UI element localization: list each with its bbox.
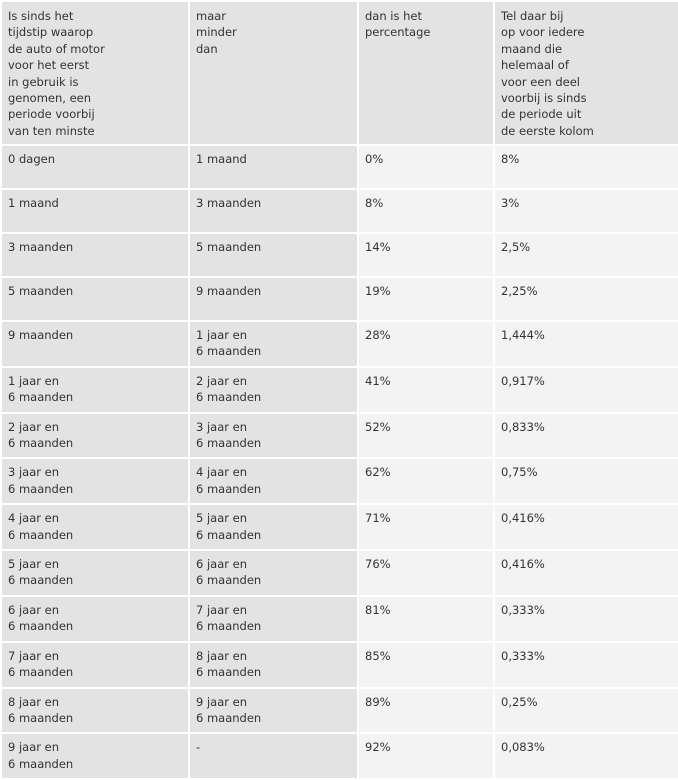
table-row bbox=[1, 413, 678, 459]
cell-monthly-addition: 0,333% bbox=[494, 596, 678, 642]
table-row bbox=[1, 367, 678, 413]
cell-monthly-addition: 0,833% bbox=[494, 413, 678, 459]
cell-percentage: 92% bbox=[358, 733, 494, 779]
cell-percentage: 76% bbox=[358, 550, 494, 596]
table-row bbox=[1, 145, 678, 189]
cell-monthly-addition: 0,416% bbox=[494, 504, 678, 550]
cell-percentage: 0% bbox=[358, 145, 494, 189]
cell-period-from: 4 jaar en 6 maanden bbox=[1, 504, 189, 550]
cell-period-from: 1 jaar en 6 maanden bbox=[1, 367, 189, 413]
cell-period-to: 9 maanden bbox=[189, 277, 358, 321]
cell-percentage: 71% bbox=[358, 504, 494, 550]
cell-percentage: 52% bbox=[358, 413, 494, 459]
cell-period-to: 6 jaar en 6 maanden bbox=[189, 550, 358, 596]
header-row bbox=[1, 1, 678, 145]
cell-period-from: 0 dagen bbox=[1, 145, 189, 189]
cell-period-from: 2 jaar en 6 maanden bbox=[1, 413, 189, 459]
cell-percentage: 41% bbox=[358, 367, 494, 413]
cell-monthly-addition: 0,75% bbox=[494, 458, 678, 504]
cell-period-from: 3 maanden bbox=[1, 233, 189, 277]
cell-period-from: 9 jaar en 6 maanden bbox=[1, 733, 189, 779]
cell-percentage: 85% bbox=[358, 642, 494, 688]
table-row bbox=[1, 688, 678, 734]
cell-monthly-addition: 3% bbox=[494, 189, 678, 233]
cell-period-from: 3 jaar en 6 maanden bbox=[1, 458, 189, 504]
cell-monthly-addition: 0,917% bbox=[494, 367, 678, 413]
cell-period-to: 9 jaar en 6 maanden bbox=[189, 688, 358, 734]
cell-period-from: 8 jaar en 6 maanden bbox=[1, 688, 189, 734]
cell-period-to: - bbox=[189, 733, 358, 779]
cell-monthly-addition: 0,333% bbox=[494, 642, 678, 688]
table-row bbox=[1, 642, 678, 688]
cell-period-to: 1 maand bbox=[189, 145, 358, 189]
cell-monthly-addition: 1,444% bbox=[494, 321, 678, 367]
cell-monthly-addition: 2,5% bbox=[494, 233, 678, 277]
header-period-from: Is sinds het tijdstip waarop de auto of motor voor het eerst in gebruik is genomen, een periode voorbij van ten minste bbox=[1, 1, 189, 145]
table-header bbox=[1, 1, 678, 145]
cell-percentage: 19% bbox=[358, 277, 494, 321]
cell-percentage: 14% bbox=[358, 233, 494, 277]
cell-period-to: 4 jaar en 6 maanden bbox=[189, 458, 358, 504]
cell-period-from: 5 maanden bbox=[1, 277, 189, 321]
cell-percentage: 89% bbox=[358, 688, 494, 734]
header-monthly-addition: Tel daar bij op voor iedere maand die helemaal of voor een deel voorbij is sinds de periode uit de eerste kolom bbox=[494, 1, 678, 145]
table-row bbox=[1, 458, 678, 504]
cell-period-from: 7 jaar en 6 maanden bbox=[1, 642, 189, 688]
cell-period-from: 9 maanden bbox=[1, 321, 189, 367]
cell-monthly-addition: 0,083% bbox=[494, 733, 678, 779]
cell-percentage: 8% bbox=[358, 189, 494, 233]
table-row bbox=[1, 233, 678, 277]
table-row bbox=[1, 596, 678, 642]
cell-period-to: 8 jaar en 6 maanden bbox=[189, 642, 358, 688]
header-period-to: maar minder dan bbox=[189, 1, 358, 145]
cell-period-from: 1 maand bbox=[1, 189, 189, 233]
table-body bbox=[1, 145, 678, 779]
table-row bbox=[1, 504, 678, 550]
cell-period-to: 2 jaar en 6 maanden bbox=[189, 367, 358, 413]
table-row bbox=[1, 733, 678, 779]
table-row bbox=[1, 189, 678, 233]
cell-period-to: 3 maanden bbox=[189, 189, 358, 233]
cell-percentage: 28% bbox=[358, 321, 494, 367]
table-row bbox=[1, 321, 678, 367]
cell-period-from: 5 jaar en 6 maanden bbox=[1, 550, 189, 596]
cell-period-to: 5 jaar en 6 maanden bbox=[189, 504, 358, 550]
cell-period-from: 6 jaar en 6 maanden bbox=[1, 596, 189, 642]
cell-percentage: 62% bbox=[358, 458, 494, 504]
cell-percentage: 81% bbox=[358, 596, 494, 642]
header-percentage: dan is het percentage bbox=[358, 1, 494, 145]
cell-monthly-addition: 8% bbox=[494, 145, 678, 189]
cell-period-to: 1 jaar en 6 maanden bbox=[189, 321, 358, 367]
cell-monthly-addition: 0,25% bbox=[494, 688, 678, 734]
cell-period-to: 7 jaar en 6 maanden bbox=[189, 596, 358, 642]
cell-monthly-addition: 0,416% bbox=[494, 550, 678, 596]
cell-monthly-addition: 2,25% bbox=[494, 277, 678, 321]
cell-period-to: 3 jaar en 6 maanden bbox=[189, 413, 358, 459]
table-row bbox=[1, 550, 678, 596]
cell-period-to: 5 maanden bbox=[189, 233, 358, 277]
table-row bbox=[1, 277, 678, 321]
